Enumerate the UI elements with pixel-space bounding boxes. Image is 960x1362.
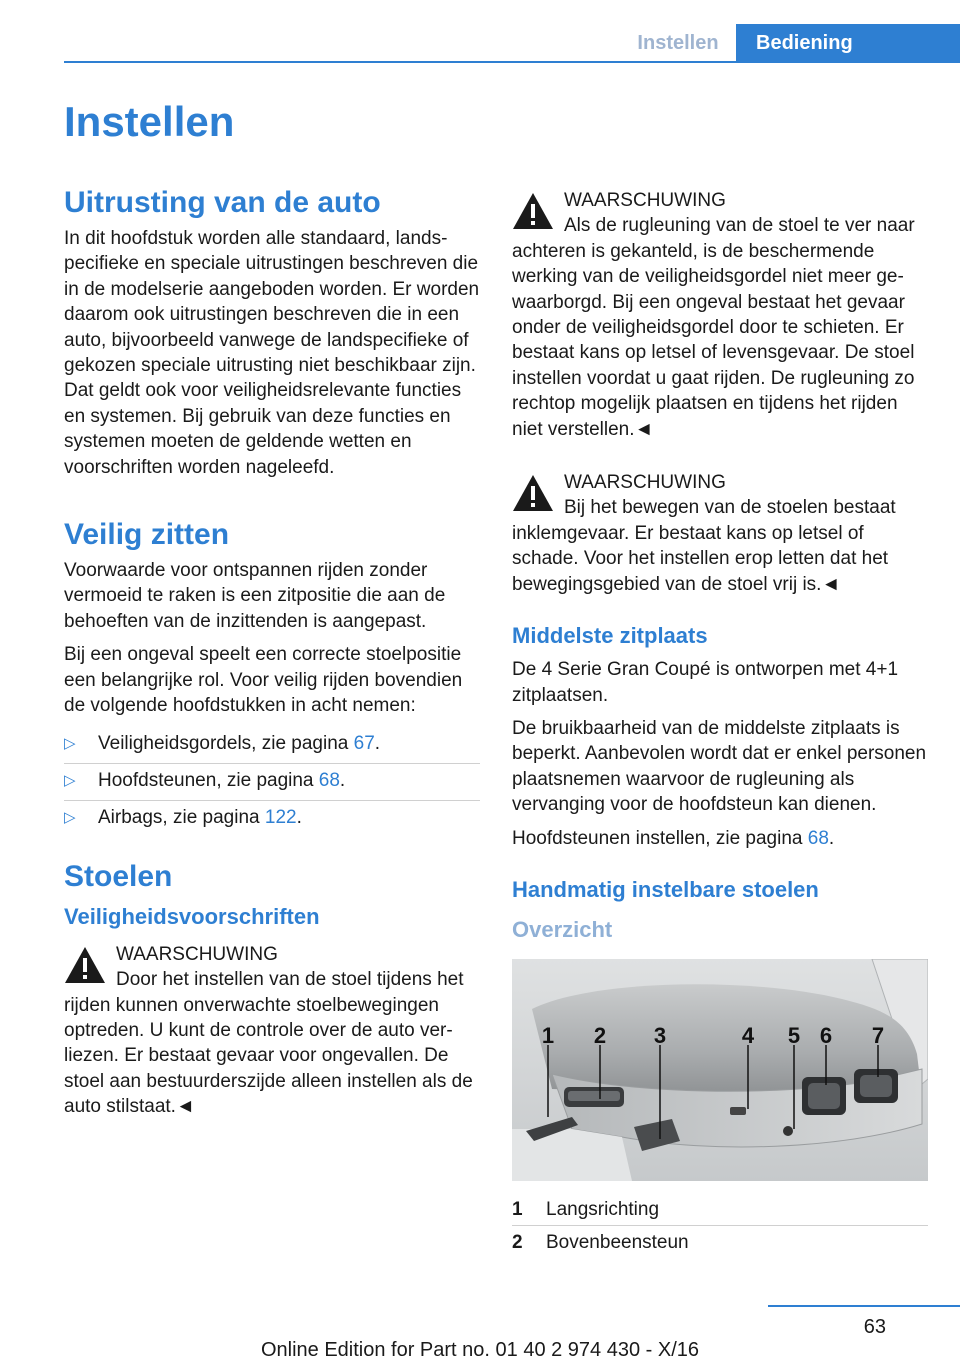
figure-legend [512,1193,928,1259]
warning-icon [64,946,106,984]
list-item: ▷ Hoofdsteunen, zie pagina 68. [64,764,480,801]
figure-label: 2 [593,1022,607,1048]
warning-title: WAARSCHUWING [564,472,726,494]
legend-number: 2 [512,1232,523,1254]
paragraph-bruikbaarheid: De bruikbaarheid van de middelste zitplaats is beperkt. Aanbevolen wordt dat er enkel personen plaatsnemen waarvoor de rugleuning als vervanging voor de hoofdsteun kan dienen. [512,717,927,816]
warning-icon [512,474,554,512]
chapter-header [620,24,960,62]
subsection-title-handmatig: Handmatig instelbare stoelen [512,876,819,902]
list-item: ▷ Veiligheidsgordels, zie pagina 67. [64,727,480,764]
page-link[interactable]: 122 [264,807,297,829]
warning-icon [512,192,554,230]
paragraph-zitpositie: Voorwaarde voor ontspannen rijden zonder vermoeid te raken is een zitpositie die aan de behoeften van de inzittenden is aangepast. [64,560,446,632]
section-title-stoelen: Stoelen [64,859,173,893]
paragraph-uitrusting: In dit hoofdstuk worden alle standaard, landspecifieke en speciale uitrustingen beschreven die in de modelserie aangeboden worden. Er worden daarom ook uitrustingen beschreven die in een auto, bijvoorbeeld vanwege de landspecifieke of gekozen speciale uitrusting niet beschikbaar zijn. Dat geldt ook voor veiligheidsrelevante functies en systemen. Bij gebruik van deze functies en systemen moeten de geldende wetten en voorschriften worden nageleefd. [64,228,480,478]
list-item: ▷ Airbags, zie pagina 122. [64,801,480,837]
triangle-bullet-icon: ▷ [64,771,76,789]
triangle-bullet-icon: ▷ [64,734,76,752]
paragraph-zitplaatsen: De 4 Serie Gran Coupé is ontworpen met 4+1 zitplaatsen. [512,659,899,706]
edition-note: Online Edition for Part no. 01 40 2 974 430 - X/16 [260,1339,700,1361]
legend-number: 1 [512,1198,523,1220]
figure-label: 7 [871,1022,885,1048]
section-title-uitrusting: Uitrusting van de auto [64,186,381,219]
paragraph-hoofdsteunen: Hoofdsteunen instellen, zie pagina 68. [512,827,835,849]
left-column [64,184,480,1128]
legend-item [512,1226,928,1258]
page-link[interactable]: 67 [353,732,375,754]
page-number: 63 [863,1316,886,1338]
figure-label: 1 [541,1022,555,1048]
tab-instellen[interactable]: Instellen [637,32,719,54]
warning-block [512,184,928,442]
page-title: Instellen [64,98,235,145]
legend-item [512,1193,928,1226]
seat-illustration [512,959,928,1181]
paragraph-stoelpositie: Bij een ongeval speelt een correcte stoelpositie een belangrijke rol. Voor veilig rijden bovendien de volgende hoofdstukken in acht nemen: [64,644,463,717]
right-column [512,184,928,1259]
subsection-title-overzicht: Overzicht [512,916,613,942]
section-title-veilig-zitten: Veilig zitten [64,518,230,552]
seat-figure [512,959,928,1181]
warning-text: Bij het bewegen van de stoelen bestaat inklemgevaar. Er bestaat kans op letsel of schade. Voor het instellen erop letten dat het bewegingsgebied van de stoel vrij is.◄ [512,497,896,595]
header-rule [64,61,960,63]
warning-block [64,938,480,1120]
figure-label: 6 [819,1022,833,1048]
warning-title: WAARSCHUWING [116,943,278,965]
reference-list [64,727,480,838]
subsection-title-middelste-zitplaats: Middelste zitplaats [512,623,708,649]
page-link[interactable]: 68 [318,769,340,791]
warning-title: WAARSCHUWING [564,190,726,211]
footer-rule [768,1305,960,1307]
page-link[interactable]: 68 [807,827,829,849]
subsection-title-veiligheidsvoorschriften: Veiligheidsvoorschriften [64,903,320,929]
triangle-bullet-icon: ▷ [64,809,76,827]
warning-block [512,466,928,597]
legend-label: Langsrichting [546,1198,660,1220]
figure-label: 4 [741,1022,755,1048]
legend-label: Bovenbeensteun [546,1232,689,1254]
figure-label: 5 [787,1022,801,1048]
figure-label: 3 [653,1022,667,1048]
warning-text: Als de rugleuning van de stoel te ver naar achteren is gekanteld, is de beschermende werking van de veiligheidsgordel niet meer gewaarborgd. Bij een ongeval bestaat het gevaar onder de veiligheidsgordel door te schieten. Er bestaat kans op letsel of levensgevaar. De stoel instellen voordat u gaat rijden. De rugleuning zo rechtop mogelijk plaatsen en tijdens het rijden niet verstellen.◄ [512,215,915,440]
tab-bediening[interactable]: Bediening [736,24,960,62]
warning-text: Door het instellen van de stoel tijdens het rijden kunnen onverwachte stoelbewegingen optreden. U kunt de controle over de auto verliezen. Er bestaat gevaar voor ongevallen. De stoel aan bestuurderszijde alleen instellen als de auto stilstaat.◄ [64,969,473,1118]
